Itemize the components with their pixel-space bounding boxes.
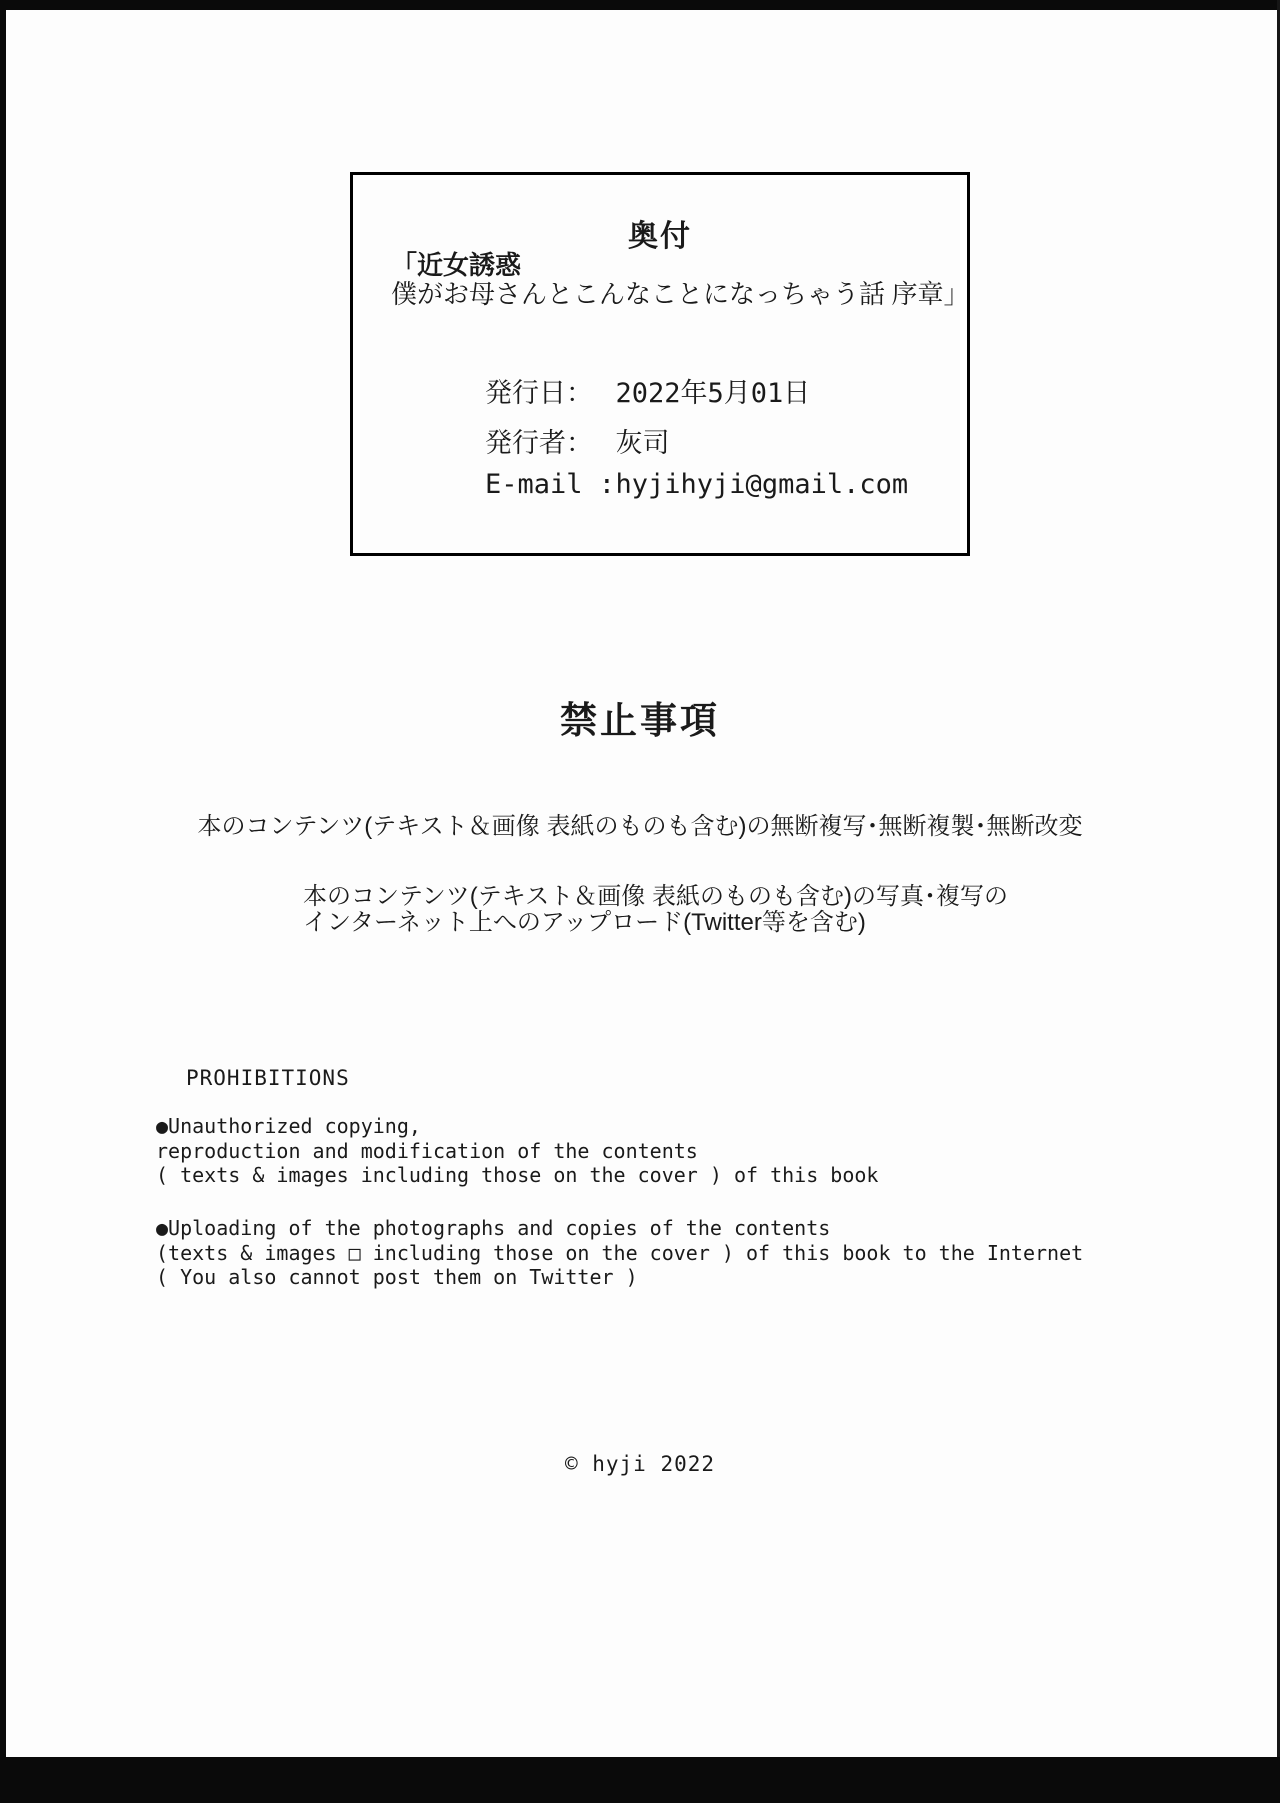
- en-block1-line1: ●Unauthorized copying,: [156, 1114, 421, 1138]
- colophon-heading: 奥付: [628, 220, 692, 253]
- en-block2-line3: ( You also cannot post them on Twitter ): [156, 1265, 638, 1289]
- prohibitions-en-heading: PROHIBITIONS: [186, 1066, 350, 1090]
- email-value: hyjihyji@gmail.com: [615, 469, 909, 500]
- prohibition-en-block2: [156, 1216, 1083, 1290]
- prohibition-ja-para2-line2: インターネット上へのアップロード(Twitter等を含む): [303, 909, 866, 936]
- prohibition-en-block1: [156, 1114, 878, 1188]
- prohibition-ja-para1: 本のコンテンツ(テキスト＆画像 表紙のものも含む)の無断複写･無断複製･無断改変: [197, 813, 1083, 840]
- en-block1-line3: ( texts & images including those on the cover ) of this book: [156, 1163, 879, 1187]
- publish-date-row: [485, 371, 810, 410]
- book-title-line1: 「近女誘惑: [391, 250, 522, 280]
- publish-date-label: 発行日：: [485, 378, 593, 408]
- scan-border-left: [0, 0, 6, 1803]
- publisher-label: 発行者：: [485, 428, 593, 458]
- en-block1-line2: reproduction and modification of the contents: [156, 1138, 698, 1163]
- email-label: E-mail :: [485, 469, 616, 500]
- en-block2-line2: (texts & images □ including those on the cover ) of this book to the Internet: [156, 1240, 1084, 1265]
- book-title-line2: 僕がお母さんとこんなことになっちゃう話 序章」: [391, 280, 970, 309]
- colophon-box: [350, 172, 970, 556]
- email-row: [485, 469, 908, 500]
- scan-border-top: [0, 0, 1280, 10]
- prohibition-ja-para2-line1: 本のコンテンツ(テキスト＆画像 表紙のものも含む)の写真･複写の: [303, 883, 1008, 910]
- en-block2-line1: ●Uploading of the photographs and copies of the contents: [156, 1216, 831, 1240]
- publish-date-value: 2022年5月01日: [615, 378, 811, 409]
- prohibition-ja-para2: [303, 884, 1008, 936]
- prohibitions-ja-heading: 禁止事項: [560, 700, 720, 741]
- copyright-line: © hyji 2022: [564, 1452, 716, 1476]
- book-title: [391, 251, 970, 309]
- publisher-row: [485, 421, 670, 460]
- scan-border-bottom: [0, 1757, 1280, 1803]
- publisher-value: 灰司: [615, 428, 670, 458]
